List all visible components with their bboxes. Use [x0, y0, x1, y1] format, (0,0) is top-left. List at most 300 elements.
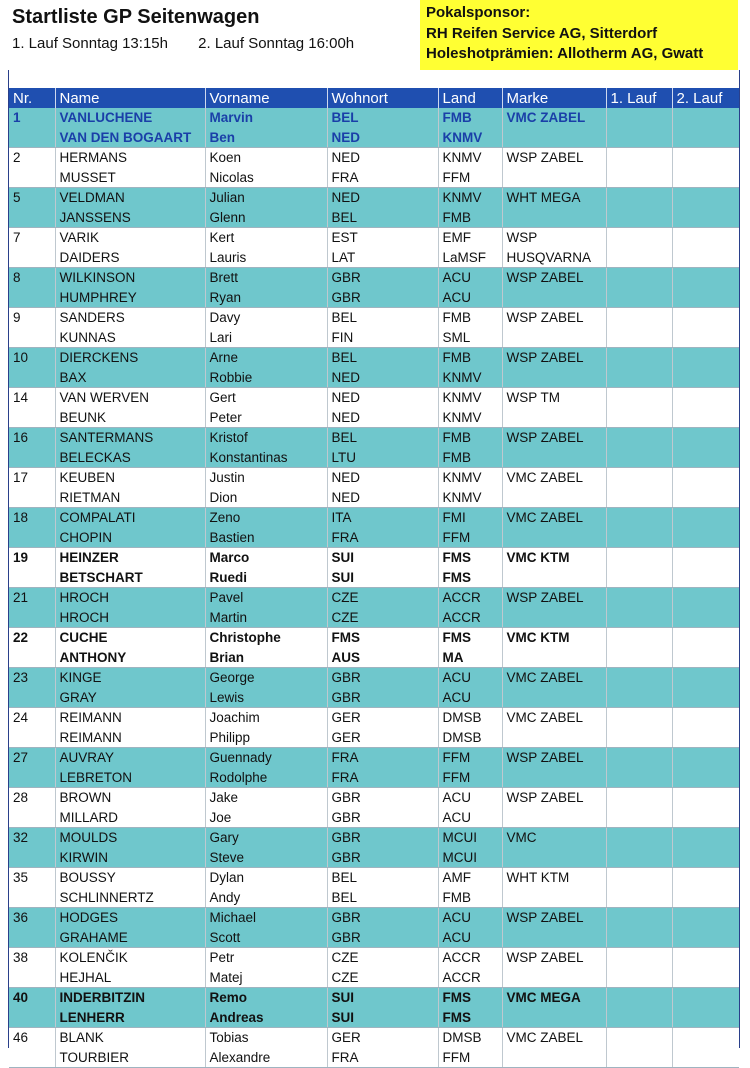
cell-name: JANSSENS: [55, 208, 205, 228]
cell-lauf2: [672, 408, 739, 428]
cell-land: FMB: [438, 208, 502, 228]
cell-vorname: Andreas: [205, 1008, 327, 1028]
table-row: [9, 908, 739, 928]
cell-vorname: Brett: [205, 268, 327, 288]
cell-lauf1: [606, 608, 672, 628]
table-row: [9, 688, 739, 708]
table-row: [9, 608, 739, 628]
cell-marke: WSP ZABEL: [502, 588, 606, 608]
cell-lauf2: [672, 208, 739, 228]
table-row: [9, 448, 739, 468]
cell-land: ACU: [438, 788, 502, 808]
cell-vorname: Joachim: [205, 708, 327, 728]
cell-name: VARIK: [55, 228, 205, 248]
cell-vorname: George: [205, 668, 327, 688]
cell-name: HROCH: [55, 608, 205, 628]
table-row: [9, 108, 739, 128]
cell-marke: VMC KTM: [502, 548, 606, 568]
cell-land: KNMV: [438, 388, 502, 408]
cell-lauf2: [672, 648, 739, 668]
cell-lauf1: [606, 888, 672, 908]
cell-land: FMB: [438, 428, 502, 448]
cell-nr: [9, 248, 55, 268]
cell-land: KNMV: [438, 148, 502, 168]
cell-vorname: Philipp: [205, 728, 327, 748]
table-row: [9, 828, 739, 848]
cell-nr: [9, 688, 55, 708]
cell-name: MOULDS: [55, 828, 205, 848]
cell-nr: [9, 608, 55, 628]
cell-lauf2: [672, 908, 739, 928]
cell-vorname: Zeno: [205, 508, 327, 528]
cell-lauf2: [672, 468, 739, 488]
start-list-table: [9, 88, 739, 1068]
table-row: [9, 368, 739, 388]
cell-land: MA: [438, 648, 502, 668]
table-row: [9, 968, 739, 988]
col-marke: Marke: [502, 88, 606, 108]
table-row: [9, 408, 739, 428]
cell-nr: [9, 728, 55, 748]
cell-marke: WHT MEGA: [502, 188, 606, 208]
cell-wohnort: GBR: [327, 288, 438, 308]
cell-wohnort: GBR: [327, 928, 438, 948]
page-title: Startliste GP Seitenwagen: [12, 6, 260, 28]
cell-land: EMF: [438, 228, 502, 248]
cell-marke: VMC MEGA: [502, 988, 606, 1008]
cell-marke: VMC ZABEL: [502, 468, 606, 488]
cell-lauf2: [672, 848, 739, 868]
cell-name: HEJHAL: [55, 968, 205, 988]
table-row: [9, 148, 739, 168]
cell-land: FMB: [438, 888, 502, 908]
cell-marke: WHT KTM: [502, 868, 606, 888]
cell-name: SCHLINNERTZ: [55, 888, 205, 908]
cell-name: BEUNK: [55, 408, 205, 428]
cell-marke: [502, 528, 606, 548]
cell-marke: VMC ZABEL: [502, 708, 606, 728]
cell-land: KNMV: [438, 408, 502, 428]
cell-vorname: Gert: [205, 388, 327, 408]
table-row: [9, 868, 739, 888]
cell-name: MUSSET: [55, 168, 205, 188]
cell-wohnort: GBR: [327, 908, 438, 928]
cell-land: FMS: [438, 548, 502, 568]
cell-lauf1: [606, 988, 672, 1008]
cell-marke: [502, 208, 606, 228]
table-row: [9, 468, 739, 488]
cell-lauf2: [672, 148, 739, 168]
cell-marke: [502, 1048, 606, 1068]
cell-land: SML: [438, 328, 502, 348]
cell-marke: VMC ZABEL: [502, 108, 606, 128]
cell-land: FFM: [438, 168, 502, 188]
cell-lauf2: [672, 228, 739, 248]
cell-nr: [9, 768, 55, 788]
cell-name: KUNNAS: [55, 328, 205, 348]
table-row: [9, 808, 739, 828]
cell-name: VANLUCHENE: [55, 108, 205, 128]
cell-vorname: Glenn: [205, 208, 327, 228]
cell-marke: WSP ZABEL: [502, 148, 606, 168]
cell-vorname: Kert: [205, 228, 327, 248]
cell-wohnort: SUI: [327, 548, 438, 568]
cell-marke: VMC ZABEL: [502, 1028, 606, 1048]
cell-lauf1: [606, 848, 672, 868]
cell-land: FMB: [438, 448, 502, 468]
cell-land: KNMV: [438, 188, 502, 208]
cell-marke: [502, 648, 606, 668]
cell-lauf2: [672, 968, 739, 988]
col-nr: Nr.: [9, 88, 55, 108]
table-row: [9, 128, 739, 148]
cell-name: BETSCHART: [55, 568, 205, 588]
cell-lauf1: [606, 688, 672, 708]
cell-wohnort: CZE: [327, 948, 438, 968]
table-header-row: [9, 88, 739, 108]
cell-name: LENHERR: [55, 1008, 205, 1028]
table-row: [9, 188, 739, 208]
cell-lauf2: [672, 268, 739, 288]
cell-lauf2: [672, 1048, 739, 1068]
cell-lauf1: [606, 468, 672, 488]
cell-nr: 19: [9, 548, 55, 568]
cell-marke: WSP ZABEL: [502, 948, 606, 968]
cell-land: KNMV: [438, 368, 502, 388]
cell-wohnort: SUI: [327, 1008, 438, 1028]
cell-marke: WSP ZABEL: [502, 268, 606, 288]
cell-lauf1: [606, 208, 672, 228]
cell-vorname: Konstantinas: [205, 448, 327, 468]
cell-marke: [502, 768, 606, 788]
cell-wohnort: NED: [327, 128, 438, 148]
cell-vorname: Remo: [205, 988, 327, 1008]
race1-time: 1. Lauf Sonntag 13:15h: [12, 35, 168, 52]
col-lauf1: 1. Lauf: [606, 88, 672, 108]
cell-name: GRAHAME: [55, 928, 205, 948]
cell-wohnort: NED: [327, 408, 438, 428]
cell-nr: [9, 368, 55, 388]
cell-lauf2: [672, 248, 739, 268]
cell-name: AUVRAY: [55, 748, 205, 768]
cell-marke: VMC ZABEL: [502, 668, 606, 688]
cell-lauf1: [606, 448, 672, 468]
cell-nr: [9, 848, 55, 868]
cell-nr: [9, 408, 55, 428]
cell-marke: WSP ZABEL: [502, 308, 606, 328]
cell-name: BAX: [55, 368, 205, 388]
cell-nr: [9, 128, 55, 148]
cell-lauf2: [672, 428, 739, 448]
cell-nr: [9, 888, 55, 908]
table-row: [9, 248, 739, 268]
cell-land: FFM: [438, 748, 502, 768]
cell-wohnort: ITA: [327, 508, 438, 528]
cell-name: MILLARD: [55, 808, 205, 828]
cell-wohnort: EST: [327, 228, 438, 248]
cell-vorname: Rodolphe: [205, 768, 327, 788]
cell-lauf1: [606, 628, 672, 648]
table-row: [9, 568, 739, 588]
cell-wohnort: GBR: [327, 268, 438, 288]
race2-time: 2. Lauf Sonntag 16:00h: [198, 35, 355, 52]
cell-marke: [502, 568, 606, 588]
table-row: [9, 268, 739, 288]
cell-name: KIRWIN: [55, 848, 205, 868]
cell-wohnort: GBR: [327, 808, 438, 828]
table-row: [9, 388, 739, 408]
cell-land: FMS: [438, 988, 502, 1008]
cell-lauf1: [606, 188, 672, 208]
cell-land: ACU: [438, 688, 502, 708]
cell-lauf2: [672, 1008, 739, 1028]
cell-vorname: Martin: [205, 608, 327, 628]
cell-marke: VMC: [502, 828, 606, 848]
cell-vorname: Koen: [205, 148, 327, 168]
cell-nr: [9, 1008, 55, 1028]
cell-land: LaMSF: [438, 248, 502, 268]
cell-wohnort: FRA: [327, 1048, 438, 1068]
cell-name: HUMPHREY: [55, 288, 205, 308]
cell-lauf2: [672, 108, 739, 128]
table-row: [9, 628, 739, 648]
cell-land: DMSB: [438, 708, 502, 728]
cell-nr: 10: [9, 348, 55, 368]
table-row: [9, 488, 739, 508]
cell-wohnort: LTU: [327, 448, 438, 468]
cell-marke: [502, 808, 606, 828]
cell-land: ACU: [438, 808, 502, 828]
cell-land: ACCR: [438, 588, 502, 608]
cell-lauf1: [606, 288, 672, 308]
cell-land: MCUI: [438, 848, 502, 868]
cell-name: SANTERMANS: [55, 428, 205, 448]
cell-name: VAN DEN BOGAART: [55, 128, 205, 148]
table-row: [9, 528, 739, 548]
cell-wohnort: GER: [327, 708, 438, 728]
cell-wohnort: BEL: [327, 428, 438, 448]
cell-name: HODGES: [55, 908, 205, 928]
cell-nr: [9, 808, 55, 828]
cell-lauf1: [606, 368, 672, 388]
cell-nr: 2: [9, 148, 55, 168]
cell-land: KNMV: [438, 488, 502, 508]
cell-lauf1: [606, 668, 672, 688]
cell-name: CUCHE: [55, 628, 205, 648]
cell-wohnort: FIN: [327, 328, 438, 348]
table-row: [9, 328, 739, 348]
cell-land: FMB: [438, 308, 502, 328]
cell-vorname: Petr: [205, 948, 327, 968]
cell-lauf2: [672, 788, 739, 808]
cell-land: ACU: [438, 928, 502, 948]
cell-land: ACU: [438, 668, 502, 688]
cell-wohnort: GER: [327, 728, 438, 748]
cell-nr: 40: [9, 988, 55, 1008]
cell-lauf2: [672, 368, 739, 388]
cell-wohnort: FRA: [327, 768, 438, 788]
cell-land: AMF: [438, 868, 502, 888]
cell-land: ACCR: [438, 948, 502, 968]
cell-name: HROCH: [55, 588, 205, 608]
cell-wohnort: NED: [327, 368, 438, 388]
cell-wohnort: GBR: [327, 688, 438, 708]
cell-nr: 14: [9, 388, 55, 408]
cell-vorname: Gary: [205, 828, 327, 848]
cell-lauf1: [606, 788, 672, 808]
cell-lauf2: [672, 988, 739, 1008]
cell-wohnort: GBR: [327, 828, 438, 848]
cell-land: KNMV: [438, 128, 502, 148]
cell-vorname: Lewis: [205, 688, 327, 708]
cell-nr: 28: [9, 788, 55, 808]
cell-lauf1: [606, 108, 672, 128]
cell-wohnort: NED: [327, 148, 438, 168]
cell-wohnort: BEL: [327, 208, 438, 228]
table-row: [9, 228, 739, 248]
cell-marke: WSP TM: [502, 388, 606, 408]
cell-land: FMS: [438, 568, 502, 588]
cell-land: ACU: [438, 908, 502, 928]
cell-name: BROWN: [55, 788, 205, 808]
cell-nr: 46: [9, 1028, 55, 1048]
cell-nr: 5: [9, 188, 55, 208]
cell-lauf2: [672, 728, 739, 748]
cell-vorname: Nicolas: [205, 168, 327, 188]
cell-wohnort: NED: [327, 488, 438, 508]
cell-lauf2: [672, 348, 739, 368]
cell-lauf2: [672, 1028, 739, 1048]
cell-marke: [502, 288, 606, 308]
cell-lauf1: [606, 808, 672, 828]
cell-land: DMSB: [438, 728, 502, 748]
cell-marke: WSP ZABEL: [502, 748, 606, 768]
cell-land: FMS: [438, 1008, 502, 1028]
cell-lauf2: [672, 448, 739, 468]
cell-name: KOLENČIK: [55, 948, 205, 968]
cell-lauf1: [606, 908, 672, 928]
cell-vorname: Julian: [205, 188, 327, 208]
cell-lauf2: [672, 888, 739, 908]
cell-land: DMSB: [438, 1028, 502, 1048]
table-row: [9, 1028, 739, 1048]
cell-lauf1: [606, 1028, 672, 1048]
cell-nr: 7: [9, 228, 55, 248]
cell-wohnort: BEL: [327, 868, 438, 888]
cell-land: FMB: [438, 348, 502, 368]
cell-wohnort: FRA: [327, 168, 438, 188]
cell-marke: [502, 888, 606, 908]
cell-lauf2: [672, 868, 739, 888]
cell-marke: [502, 968, 606, 988]
cell-nr: 17: [9, 468, 55, 488]
cell-nr: 1: [9, 108, 55, 128]
cell-nr: 8: [9, 268, 55, 288]
table-row: [9, 588, 739, 608]
cell-lauf2: [672, 508, 739, 528]
cell-lauf2: [672, 608, 739, 628]
table-row: [9, 348, 739, 368]
cell-vorname: Christophe: [205, 628, 327, 648]
col-name: Name: [55, 88, 205, 108]
cell-name: REIMANN: [55, 708, 205, 728]
cell-marke: WSP ZABEL: [502, 908, 606, 928]
cell-marke: [502, 368, 606, 388]
cell-vorname: Arne: [205, 348, 327, 368]
cell-vorname: Matej: [205, 968, 327, 988]
cell-name: HERMANS: [55, 148, 205, 168]
cell-vorname: Ben: [205, 128, 327, 148]
cell-lauf2: [672, 768, 739, 788]
table-row: [9, 928, 739, 948]
holeshot-sponsor: Holeshotprämien: Allotherm AG, Gwatt: [426, 45, 704, 62]
cell-nr: [9, 328, 55, 348]
table-row: [9, 748, 739, 768]
cell-marke: WSP ZABEL: [502, 428, 606, 448]
col-lauf2: 2. Lauf: [672, 88, 739, 108]
cell-marke: [502, 488, 606, 508]
cell-nr: 36: [9, 908, 55, 928]
cell-lauf2: [672, 568, 739, 588]
cell-nr: [9, 168, 55, 188]
cell-wohnort: GBR: [327, 788, 438, 808]
cell-nr: 32: [9, 828, 55, 848]
cell-vorname: Kristof: [205, 428, 327, 448]
table-row: [9, 548, 739, 568]
cell-lauf2: [672, 808, 739, 828]
cell-lauf2: [672, 388, 739, 408]
cell-vorname: Brian: [205, 648, 327, 668]
cell-wohnort: AUS: [327, 648, 438, 668]
table-row: [9, 708, 739, 728]
cell-lauf1: [606, 308, 672, 328]
cell-marke: VMC ZABEL: [502, 508, 606, 528]
cell-name: ANTHONY: [55, 648, 205, 668]
cell-vorname: Steve: [205, 848, 327, 868]
cell-lauf1: [606, 348, 672, 368]
cell-vorname: Peter: [205, 408, 327, 428]
cell-lauf1: [606, 868, 672, 888]
cell-vorname: Marco: [205, 548, 327, 568]
cell-marke: [502, 328, 606, 348]
table-row: [9, 768, 739, 788]
cell-lauf2: [672, 828, 739, 848]
cell-name: BOUSSY: [55, 868, 205, 888]
cell-lauf2: [672, 948, 739, 968]
cell-marke: [502, 688, 606, 708]
cell-lauf1: [606, 968, 672, 988]
table-row: [9, 788, 739, 808]
cell-wohnort: SUI: [327, 568, 438, 588]
cell-lauf1: [606, 528, 672, 548]
cup-sponsor: RH Reifen Service AG, Sitterdorf: [426, 24, 658, 42]
cell-name: SANDERS: [55, 308, 205, 328]
cell-nr: 16: [9, 428, 55, 448]
table-row: [9, 888, 739, 908]
cell-vorname: Guennady: [205, 748, 327, 768]
cell-wohnort: BEL: [327, 888, 438, 908]
table-row: [9, 988, 739, 1008]
cell-wohnort: NED: [327, 468, 438, 488]
cell-name: LEBRETON: [55, 768, 205, 788]
cell-lauf1: [606, 548, 672, 568]
cell-nr: 9: [9, 308, 55, 328]
cell-name: TOURBIER: [55, 1048, 205, 1068]
cell-name: HEINZER: [55, 548, 205, 568]
cell-name: BLANK: [55, 1028, 205, 1048]
cell-vorname: Lari: [205, 328, 327, 348]
cell-nr: [9, 288, 55, 308]
